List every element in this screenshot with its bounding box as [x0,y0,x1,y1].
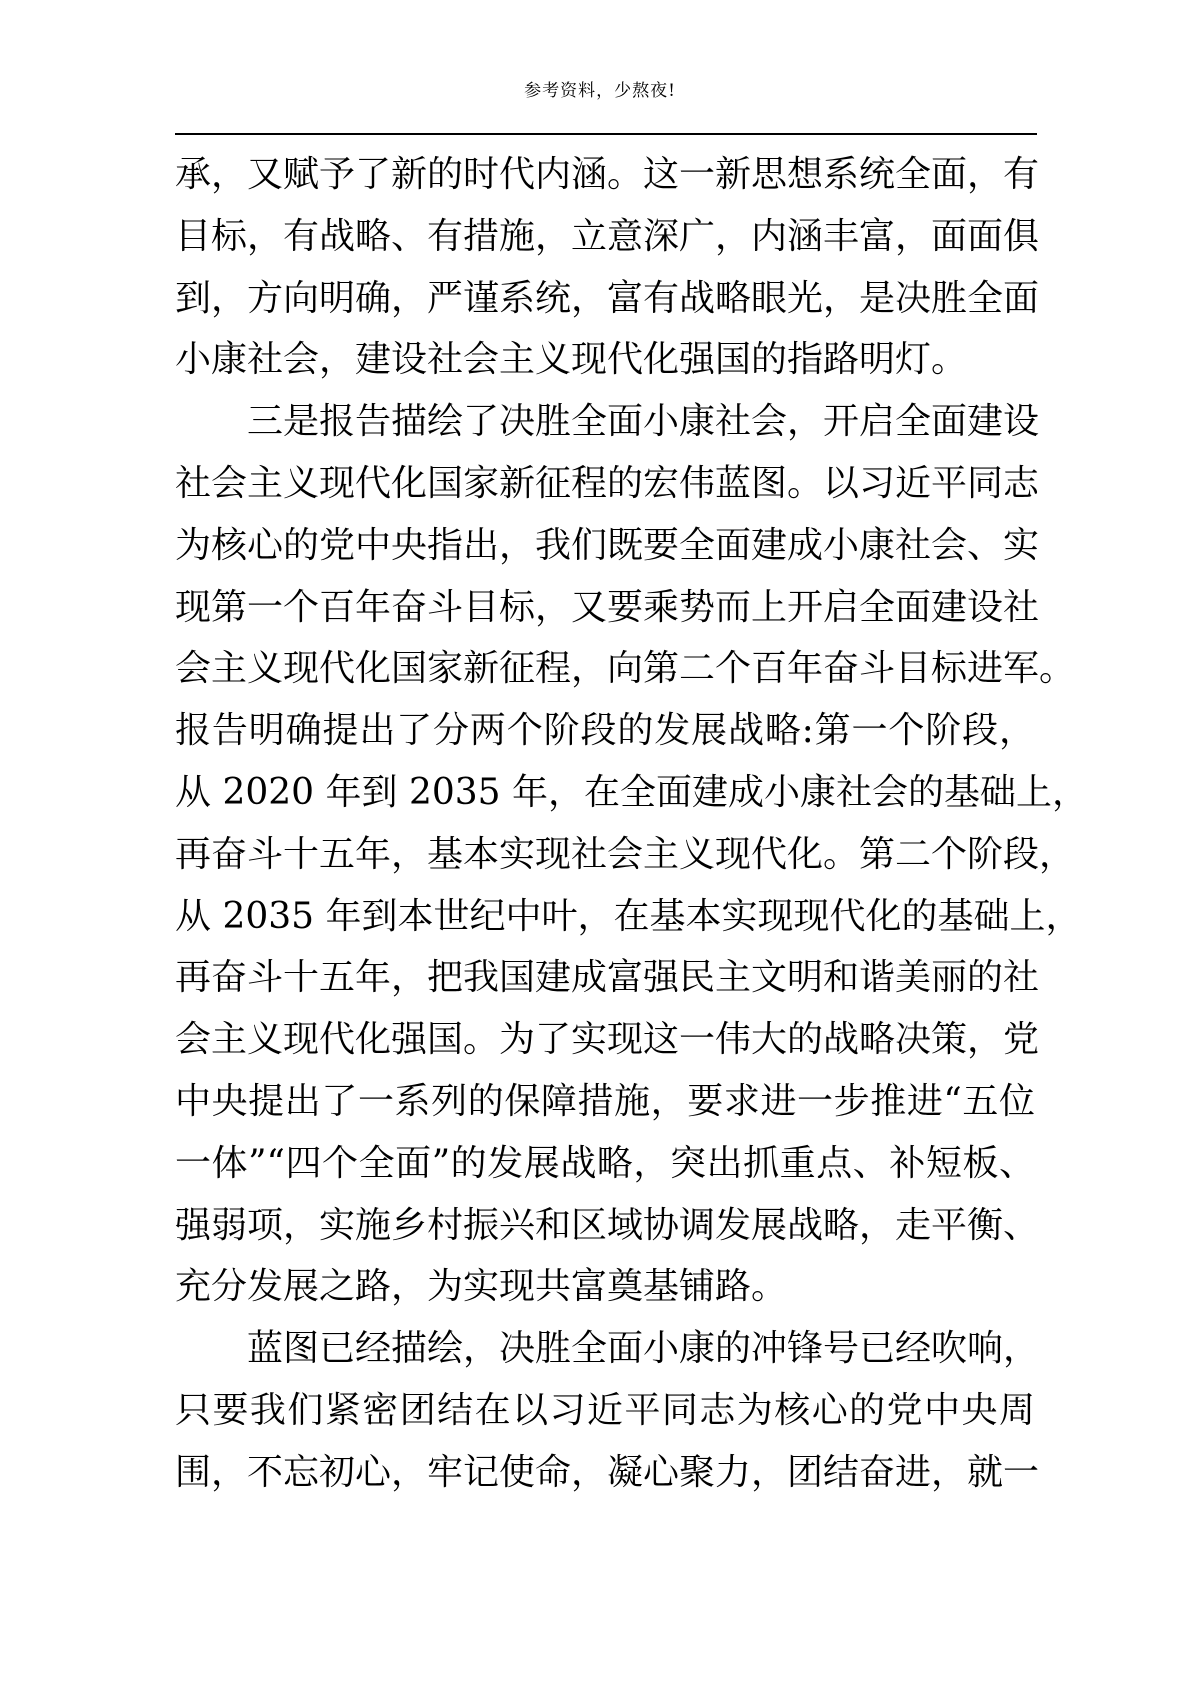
page-header: 参考资料，少熬夜! [524,81,676,101]
text-line: 再奋斗十五年，基本实现社会主义现代化。第二个阶段， [175,833,1076,875]
text-line: 会主义现代化强国。为了实现这一伟大的战略决策，党 [175,1019,1040,1061]
text-line: 会主义现代化国家新征程，向第二个百年奋斗目标进军。 [175,648,1076,690]
text-line: 现第一个百年奋斗目标，又要乘势而上开启全面建设社 [175,586,1040,628]
text-line: 小康社会，建设社会主义现代化强国的指路明灯。 [175,339,968,381]
paragraph-1 [175,144,1040,391]
text-line: 从 2020 年到 2035 年，在全面建成小康社会的基础上， [175,771,1089,813]
text-line: 再奋斗十五年，把我国建成富强民主文明和谐美丽的社 [175,957,1040,999]
paragraph-2 [175,391,1089,1318]
paragraph-3 [175,1318,1040,1503]
text-line: 一体”“四个全面”的发展战略，突出抓重点、补短板、 [175,1142,1035,1184]
header-rule [175,133,1037,135]
text-line: 只要我们紧密团结在以习近平同志为核心的党中央周 [175,1389,1035,1431]
text-line: 到，方向明确，严谨系统，富有战略眼光，是决胜全面 [175,277,1040,319]
text-line: 蓝图已经描绘，决胜全面小康的冲锋号已经吹响， [247,1328,1040,1370]
text-line: 从 2035 年到本世纪中叶，在基本实现现代化的基础上， [175,895,1082,937]
document-body [175,144,1089,1504]
text-line: 报告明确提出了分两个阶段的发展战略:第一个阶段， [175,710,1035,752]
text-line: 中央提出了一系列的保障措施，要求进一步推进“五位 [175,1080,1035,1122]
text-line: 强弱项，实施乡村振兴和区域协调发展战略，走平衡、 [175,1204,1040,1246]
text-line: 充分发展之路，为实现共富奠基铺路。 [175,1266,788,1308]
text-line: 围，不忘初心，牢记使命，凝心聚力，团结奋进，就一 [175,1451,1040,1493]
text-line: 目标，有战略、有措施，立意深广，内涵丰富，面面俱 [175,215,1040,257]
text-line: 三是报告描绘了决胜全面小康社会，开启全面建设 [247,401,1040,443]
text-line: 社会主义现代化国家新征程的宏伟蓝图。以习近平同志 [175,462,1040,504]
text-line: 承，又赋予了新的时代内涵。这一新思想系统全面，有 [175,154,1040,195]
text-line: 为核心的党中央指出，我们既要全面建成小康社会、实 [175,524,1040,566]
